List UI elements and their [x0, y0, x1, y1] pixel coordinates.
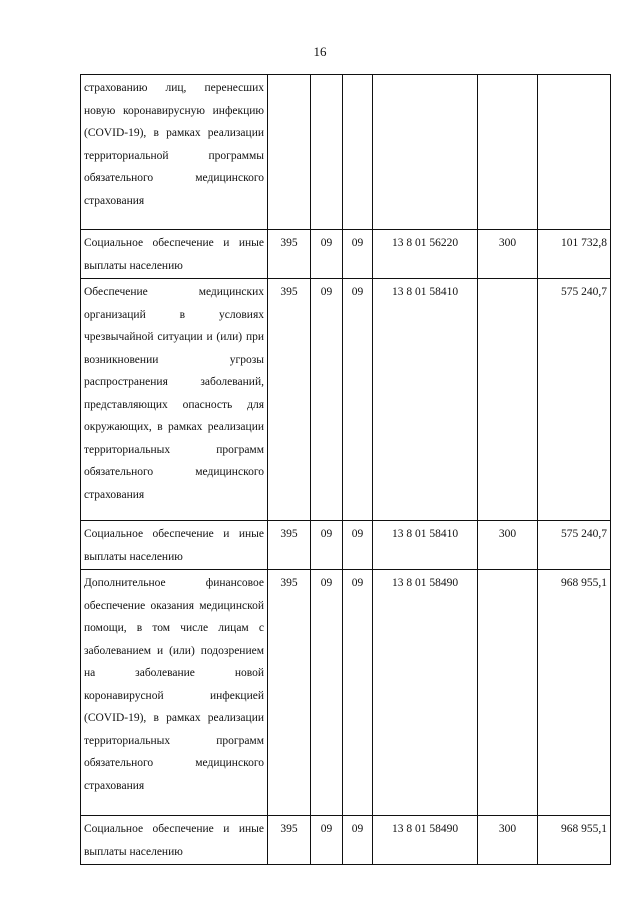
- row-section: 09: [311, 521, 343, 570]
- row-amount: [538, 75, 611, 230]
- row-name: Дополнительное финансовое обеспечение оказания медицинской помощи, в том числе лицам с заболеванием и (или) подозрением на заболевание новой коронавирусной инфекцией (COVID-19), в рамках реализации территориальных программ обязательного медицинского страхования: [81, 570, 268, 816]
- row-section: 09: [311, 279, 343, 521]
- row-target-article: 13 8 01 56220: [373, 230, 478, 279]
- table-row: [81, 230, 611, 279]
- row-subsection: [343, 75, 373, 230]
- table-row: [81, 279, 611, 521]
- row-subsection: 09: [343, 279, 373, 521]
- table-row: [81, 570, 611, 816]
- row-ministry-code: 395: [268, 570, 311, 816]
- row-ministry-code: 395: [268, 521, 311, 570]
- row-ministry-code: [268, 75, 311, 230]
- budget-table: [80, 74, 611, 865]
- row-target-article: [373, 75, 478, 230]
- row-subsection: 09: [343, 570, 373, 816]
- row-amount: 968 955,1: [538, 570, 611, 816]
- row-ministry-code: 395: [268, 230, 311, 279]
- row-name: страхованию лиц, перенесших новую коронавирусную инфекцию (COVID-19), в рамках реализации территориальной программы обязательного медицинского страхования: [81, 75, 268, 230]
- row-target-article: 13 8 01 58490: [373, 816, 478, 865]
- row-name: Социальное обеспечение и иные выплаты населению: [81, 230, 268, 279]
- row-subsection: 09: [343, 521, 373, 570]
- row-name: Социальное обеспечение и иные выплаты населению: [81, 521, 268, 570]
- row-expense-type: 300: [478, 521, 538, 570]
- row-section: 09: [311, 230, 343, 279]
- row-expense-type: [478, 75, 538, 230]
- row-expense-type: [478, 279, 538, 521]
- row-section: 09: [311, 570, 343, 816]
- row-name: Обеспечение медицинских организаций в условиях чрезвычайной ситуации и (или) при возникновении угрозы распространения заболеваний, представляющих опасность для окружающих, в рамках реализации территориальных программ обязательного медицинского страхования: [81, 279, 268, 521]
- row-ministry-code: 395: [268, 279, 311, 521]
- row-section: 09: [311, 816, 343, 865]
- row-expense-type: 300: [478, 816, 538, 865]
- table-row: [81, 816, 611, 865]
- row-amount: 575 240,7: [538, 521, 611, 570]
- row-expense-type: [478, 570, 538, 816]
- row-subsection: 09: [343, 816, 373, 865]
- table-row: [81, 75, 611, 230]
- table-row: [81, 521, 611, 570]
- row-expense-type: 300: [478, 230, 538, 279]
- row-amount: 101 732,8: [538, 230, 611, 279]
- row-target-article: 13 8 01 58410: [373, 521, 478, 570]
- row-section: [311, 75, 343, 230]
- row-name: Социальное обеспечение и иные выплаты населению: [81, 816, 268, 865]
- page-number: 16: [313, 44, 327, 59]
- row-amount: 575 240,7: [538, 279, 611, 521]
- row-amount: 968 955,1: [538, 816, 611, 865]
- row-target-article: 13 8 01 58490: [373, 570, 478, 816]
- row-subsection: 09: [343, 230, 373, 279]
- row-ministry-code: 395: [268, 816, 311, 865]
- row-target-article: 13 8 01 58410: [373, 279, 478, 521]
